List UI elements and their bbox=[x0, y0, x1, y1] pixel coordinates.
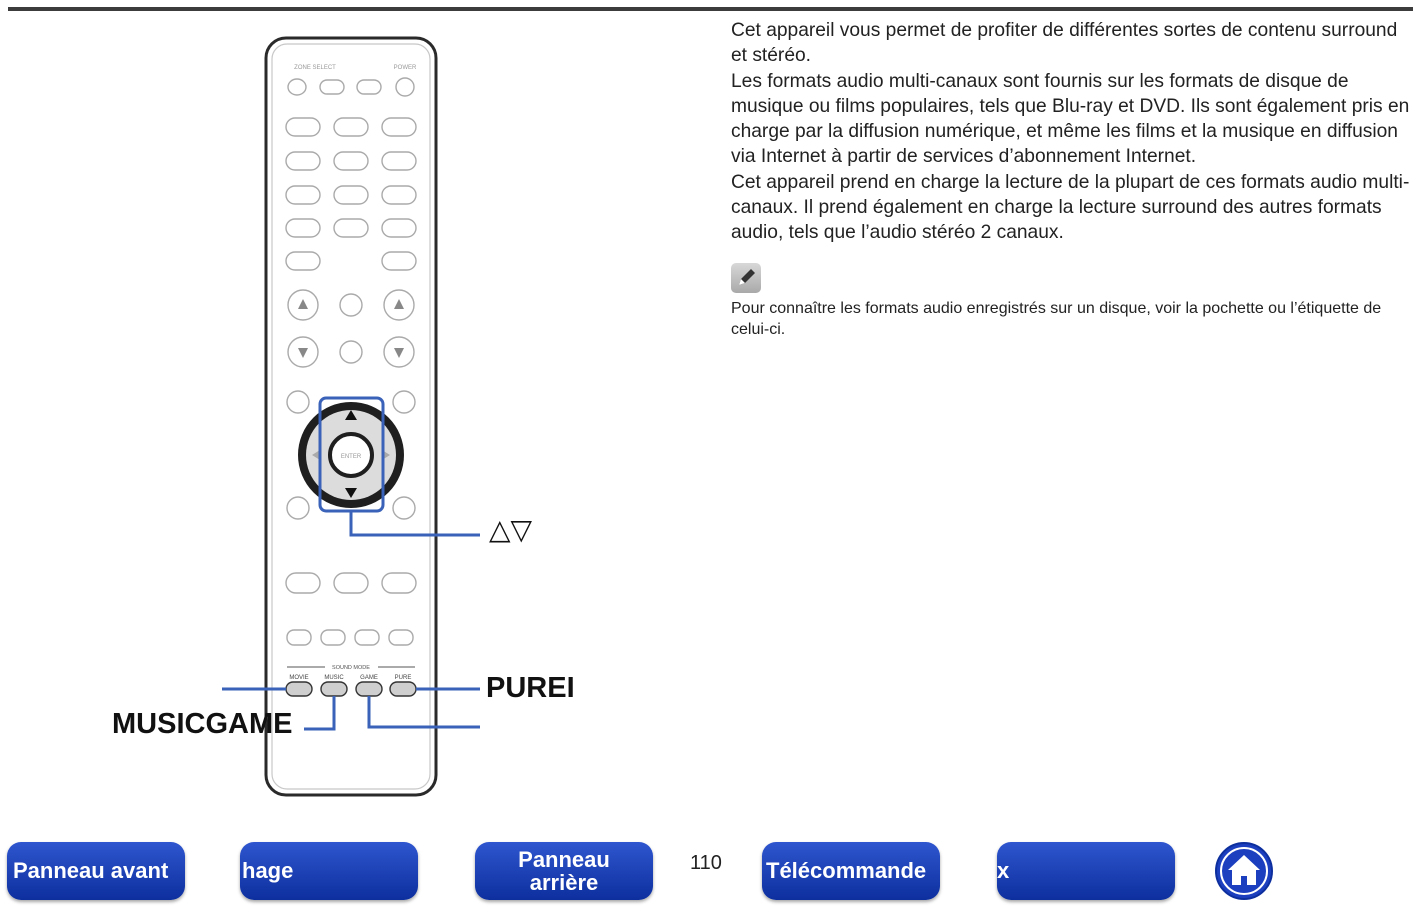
index-label: x bbox=[997, 858, 1010, 883]
game-label: GAME bbox=[360, 675, 378, 681]
zone-select-label: ZONE SELECT bbox=[294, 65, 336, 71]
paragraph-formats: Les formats audio multi-canaux sont fournis sur les formats de disque de musique ou films populaires, tels que Blu-ray et DVD. Ils sont également pris en charge par la diffusion numérique, et même les films et la musique en diffusion via Internet à partir de services d’abonnement Internet. bbox=[731, 70, 1410, 168]
pencil-icon bbox=[731, 263, 761, 293]
note-text: Pour connaître les formats audio enregistrés sur un disque, voir la pochette ou l’étiquette de celui-ci. bbox=[731, 300, 1382, 338]
paragraph-intro: Cet appareil vous permet de profiter de différentes sortes de contenu surround et stéréo. bbox=[731, 20, 1398, 67]
power-button bbox=[396, 78, 414, 96]
pure-label: PURE bbox=[394, 675, 412, 681]
body-text bbox=[731, 18, 1411, 246]
remote-button[interactable] bbox=[762, 842, 940, 900]
rear-panel-button[interactable] bbox=[475, 842, 653, 900]
sound-mode-label: SOUND MODE bbox=[332, 665, 370, 671]
zone2-button bbox=[320, 80, 344, 94]
pure-button bbox=[390, 682, 416, 696]
remote-label: Télécommande bbox=[766, 858, 927, 883]
main-zone-button bbox=[288, 79, 306, 95]
sleep-button bbox=[357, 80, 381, 94]
display-label: hage bbox=[242, 858, 294, 883]
display-button[interactable] bbox=[240, 842, 418, 900]
home-button[interactable] bbox=[1214, 841, 1274, 901]
music-label: MUSIC bbox=[324, 675, 344, 681]
pure-callout: PUREI bbox=[486, 672, 575, 704]
home-icon bbox=[1214, 841, 1274, 901]
front-panel-button[interactable] bbox=[7, 842, 185, 900]
game-button bbox=[356, 682, 382, 696]
music-button bbox=[321, 682, 347, 696]
rear-panel-label: Panneau arrière bbox=[518, 847, 610, 895]
power-label: POWER bbox=[393, 65, 417, 71]
movie-label: MOVIE bbox=[289, 675, 309, 681]
index-button[interactable] bbox=[997, 842, 1175, 900]
movie-button bbox=[286, 682, 312, 696]
paragraph-support: Cet appareil prend en charge la lecture de la plupart de ces formats audio multi-canaux. Il prend également en charge la lecture surround des autres formats audio, tels que l’audio stéréo 2 canaux. bbox=[731, 171, 1410, 244]
page-number: 110 bbox=[690, 852, 722, 874]
remote-illustration bbox=[0, 0, 720, 830]
enter-label: ENTER bbox=[340, 454, 362, 460]
musicgame-callout: MUSICGAME bbox=[112, 708, 293, 740]
front-panel-label: Panneau avant bbox=[13, 858, 169, 883]
cursor-arrows-callout: △▽ bbox=[489, 514, 533, 545]
